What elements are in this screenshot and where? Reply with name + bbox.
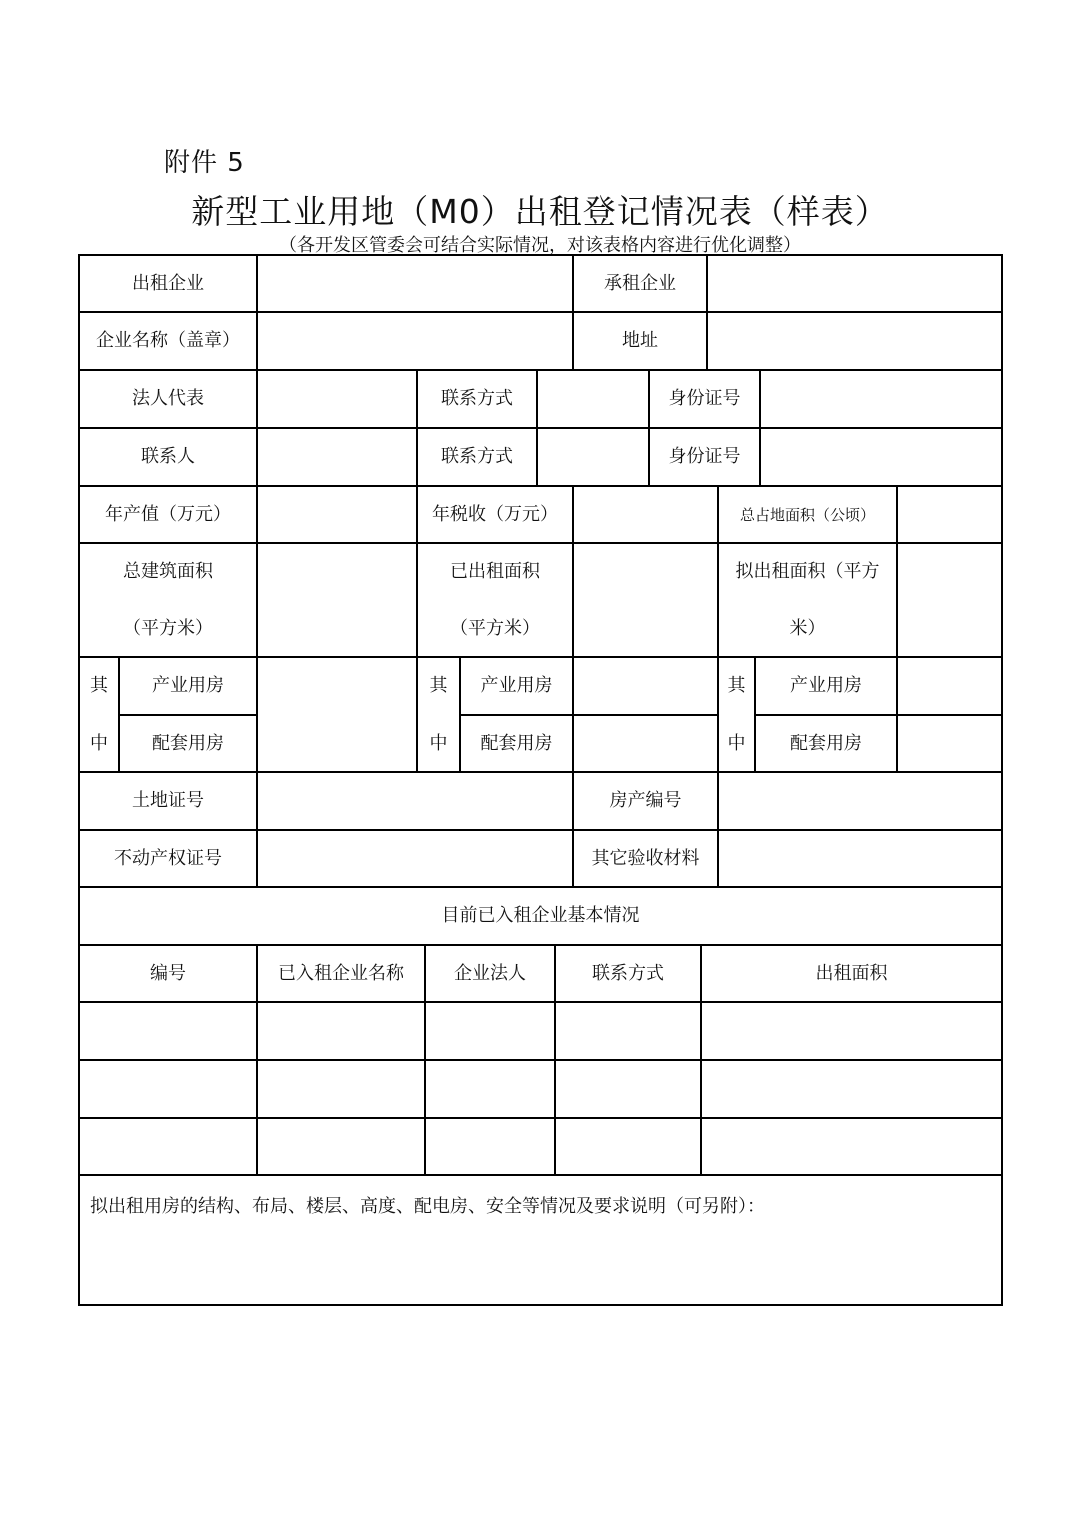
col-header-contact: 联系方式: [592, 962, 664, 984]
supporting-housing-field-b[interactable]: [574, 716, 717, 771]
annual-output-label: 年产值（万元）: [105, 503, 231, 525]
industrial-housing-label-a: 产业用房: [152, 675, 224, 697]
annual-output-field[interactable]: [258, 487, 416, 542]
address-field[interactable]: [708, 313, 1001, 369]
company-name-field[interactable]: [258, 313, 572, 369]
industrial-housing-field-a[interactable]: [258, 658, 416, 714]
leased-area-field[interactable]: [574, 544, 717, 656]
land-cert-field[interactable]: [258, 773, 572, 829]
industrial-housing-label-c: 产业用房: [790, 675, 862, 697]
legal-rep-label: 法人代表: [132, 388, 204, 410]
total-building-area-label-line1: 总建筑面积: [123, 560, 213, 582]
contact-person-contact-field[interactable]: [538, 429, 648, 485]
other-materials-label: 其它验收材料: [591, 847, 700, 869]
among-label-c2: 中: [727, 732, 746, 754]
table-row[interactable]: [80, 1119, 1001, 1174]
annual-tax-label: 年税收（万元）: [432, 503, 558, 525]
tenants-section-title: 目前已入租企业基本情况: [441, 905, 640, 927]
land-cert-label: 土地证号: [132, 790, 204, 812]
address-label: 地址: [622, 330, 658, 352]
col-header-tenant-name: 已入租企业名称: [278, 962, 404, 984]
leased-area-label-line1: 已出租面积: [450, 560, 540, 582]
legal-rep-field[interactable]: [258, 371, 416, 427]
legal-rep-id-field[interactable]: [761, 371, 1001, 427]
col-header-legal-person: 企业法人: [454, 962, 526, 984]
legal-rep-contact-field[interactable]: [538, 371, 648, 427]
contact-person-id-label: 身份证号: [668, 446, 741, 468]
legal-rep-contact-label: 联系方式: [441, 388, 513, 410]
among-label-c1: 其: [727, 675, 746, 697]
supporting-housing-field-c[interactable]: [898, 716, 1001, 771]
supporting-housing-field-a[interactable]: [258, 716, 416, 771]
total-building-area-field[interactable]: [258, 544, 416, 656]
lessor-company-field[interactable]: [258, 256, 572, 311]
leased-area-label-line2: （平方米）: [450, 617, 540, 639]
form-title: 新型工业用地（M0）出租登记情况表（样表）: [191, 192, 889, 231]
lessee-company-field[interactable]: [708, 256, 1001, 311]
table-row[interactable]: [80, 1003, 1001, 1059]
among-label-b2: 中: [429, 732, 448, 754]
supporting-housing-label-a: 配套用房: [152, 732, 224, 754]
among-label-a1: 其: [90, 675, 108, 697]
real-estate-cert-label: 不动产权证号: [114, 847, 222, 869]
other-materials-field[interactable]: [719, 831, 1001, 886]
lessor-company-label: 出租企业: [132, 272, 204, 294]
contact-person-field[interactable]: [258, 429, 416, 485]
col-header-lease-area: 出租面积: [815, 962, 888, 984]
among-label-b1: 其: [429, 675, 448, 697]
industrial-housing-label-b: 产业用房: [480, 675, 553, 697]
total-building-area-label-line2: （平方米）: [123, 617, 213, 639]
property-number-field[interactable]: [719, 773, 1001, 829]
table-row[interactable]: [80, 1061, 1001, 1117]
among-label-a2: 中: [90, 732, 108, 754]
company-name-label: 企业名称（盖章）: [96, 330, 240, 352]
contact-person-id-field[interactable]: [761, 429, 1001, 485]
industrial-housing-field-b[interactable]: [574, 658, 717, 714]
supporting-housing-label-b: 配套用房: [480, 732, 553, 754]
annual-tax-field[interactable]: [574, 487, 717, 542]
contact-person-label: 联系人: [141, 446, 195, 468]
real-estate-cert-field[interactable]: [258, 831, 572, 886]
form-subtitle: （各开发区管委会可结合实际情况，对该表格内容进行优化调整）: [279, 235, 801, 256]
attachment-label: 附件 5: [164, 148, 245, 178]
remarks-field[interactable]: [80, 1222, 1001, 1304]
total-land-area-label: 总占地面积（公顷）: [739, 505, 875, 524]
planned-lease-area-label-line2: 米）: [789, 617, 826, 639]
property-number-label: 房产编号: [609, 790, 682, 812]
planned-lease-area-label-line1: 拟出租面积（平方: [735, 560, 880, 582]
contact-person-contact-label: 联系方式: [441, 446, 513, 468]
supporting-housing-label-c: 配套用房: [790, 732, 862, 754]
col-header-number: 编号: [150, 962, 186, 984]
total-land-area-field[interactable]: [898, 487, 1001, 542]
industrial-housing-field-c[interactable]: [898, 658, 1001, 714]
legal-rep-id-label: 身份证号: [668, 388, 741, 410]
planned-lease-area-field[interactable]: [898, 544, 1001, 656]
lessee-company-label: 承租企业: [604, 272, 676, 294]
remarks-label: 拟出租用房的结构、布局、楼层、高度、配电房、安全等情况及要求说明（可另附）：: [90, 1196, 765, 1217]
